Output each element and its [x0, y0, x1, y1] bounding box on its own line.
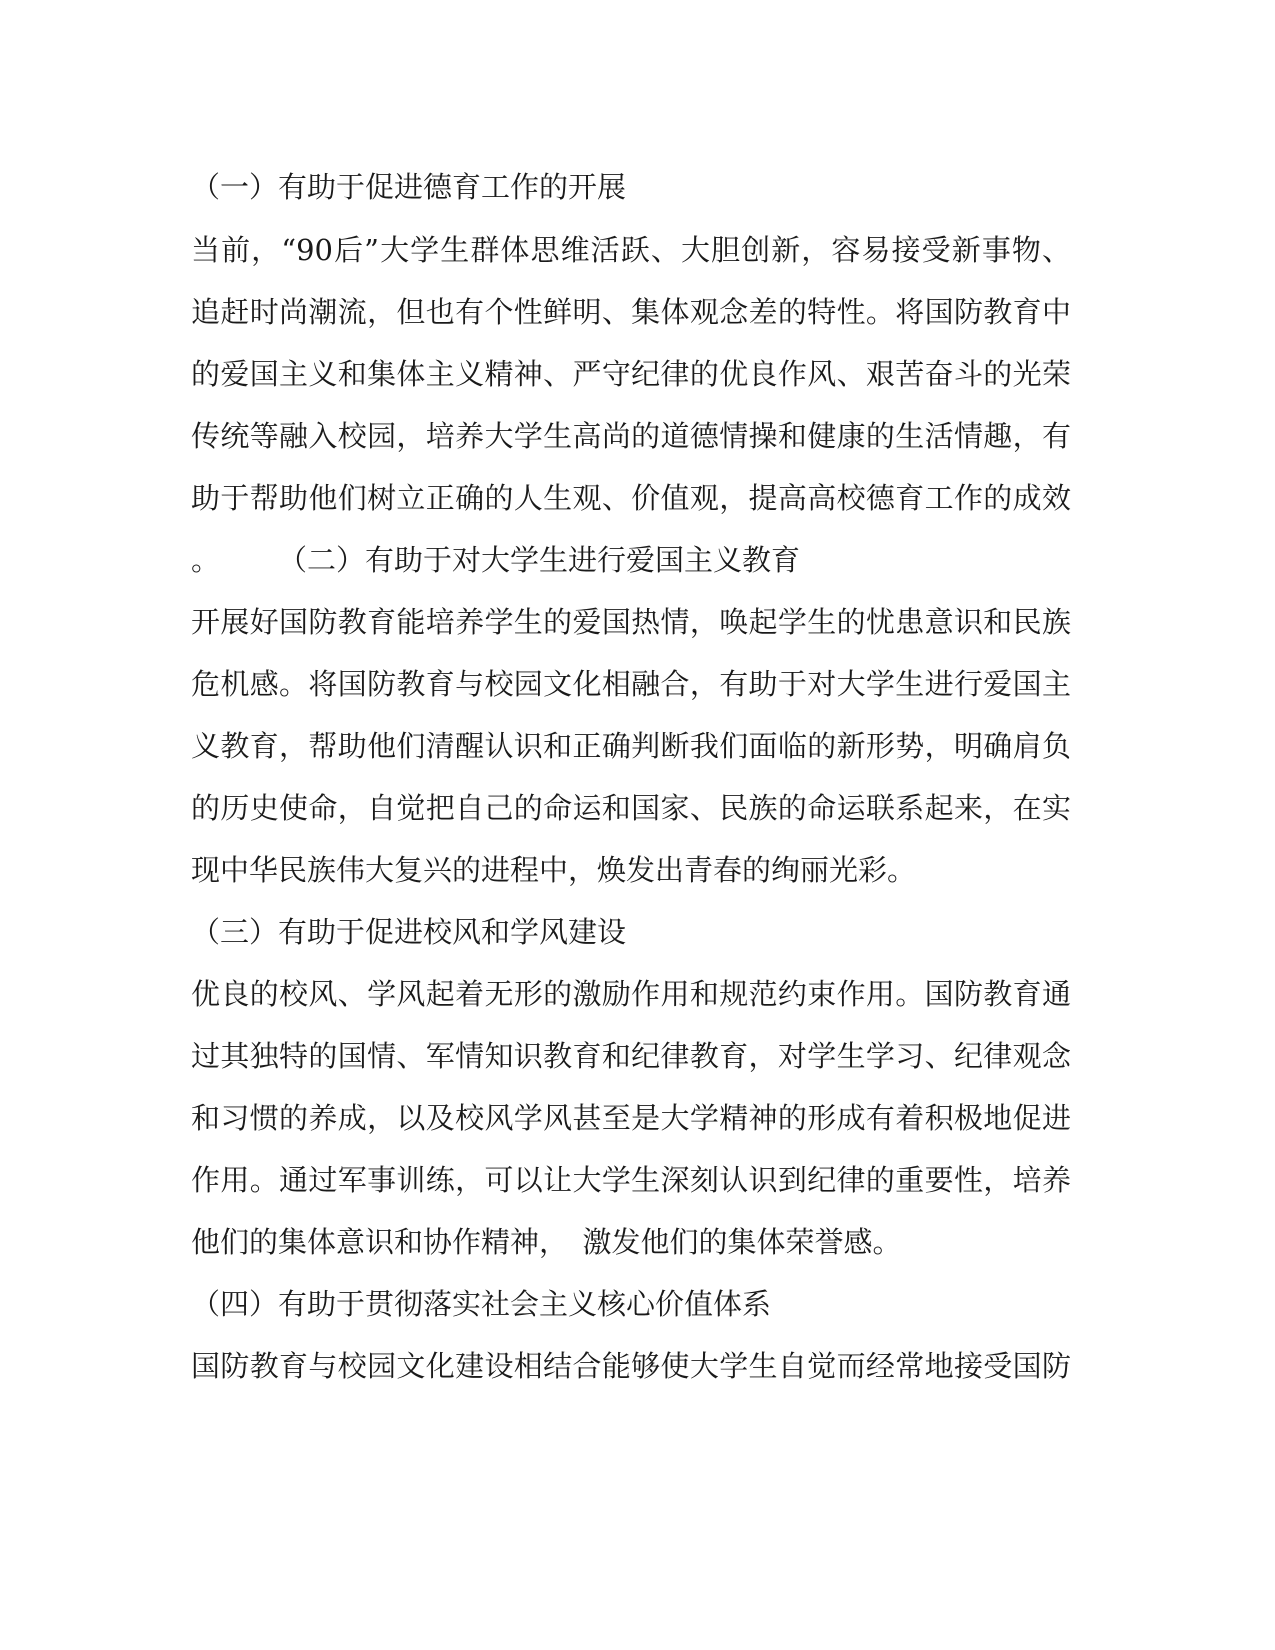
text-line: 当前，“90后”大学生群体思维活跃、大胆创新，容易接受新事物、 — [191, 233, 1071, 267]
text-line: 义教育，帮助他们清醒认识和正确判断我们面临的新形势，明确肩负 — [191, 729, 1071, 763]
text-line: 危机感。将国防教育与校园文化相融合，有助于对大学生进行爱国主 — [191, 667, 1071, 701]
text-line: 助于帮助他们树立正确的人生观、价值观，提高高校德育工作的成效 — [191, 481, 1071, 515]
text-line: 的爱国主义和集体主义精神、严守纪律的优良作风、艰苦奋斗的光荣 — [191, 357, 1071, 391]
text-line: 现中华民族伟大复兴的进程中，焕发出青春的绚丽光彩。 — [191, 853, 917, 887]
heading-1: （一）有助于促进德育工作的开展 — [191, 170, 627, 204]
text-line: 他们的集体意识和协作精神， 激发他们的集体荣誉感。 — [191, 1225, 902, 1259]
text-line: 过其独特的国情、军情知识教育和纪律教育，对学生学习、纪律观念 — [191, 1039, 1071, 1073]
text-line: 开展好国防教育能培养学生的爱国热情，唤起学生的忧患意识和民族 — [191, 605, 1071, 639]
text-line: 的历史使命，自觉把自己的命运和国家、民族的命运联系起来，在实 — [191, 791, 1071, 825]
text-line: 传统等融入校园，培养大学生高尚的道德情操和健康的生活情趣，有 — [191, 419, 1071, 453]
text-line: 和习惯的养成，以及校风学风甚至是大学精神的形成有着积极地促进 — [191, 1101, 1071, 1135]
heading-4: （四）有助于贯彻落实社会主义核心价值体系 — [191, 1287, 772, 1321]
heading-3: （三）有助于促进校风和学风建设 — [191, 915, 627, 949]
text-line: 优良的校风、学风起着无形的激励作用和规范约束作用。国防教育通 — [191, 977, 1071, 1011]
text-line: 国防教育与校园文化建设相结合能够使大学生自觉而经常地接受国防 — [191, 1349, 1071, 1383]
heading-2-line: 。 （二）有助于对大学生进行爱国主义教育 — [191, 543, 801, 577]
text-line: 作用。通过军事训练，可以让大学生深刻认识到纪律的重要性，培养 — [191, 1163, 1071, 1197]
text-line: 追赶时尚潮流，但也有个性鲜明、集体观念差的特性。将国防教育中 — [191, 295, 1071, 329]
